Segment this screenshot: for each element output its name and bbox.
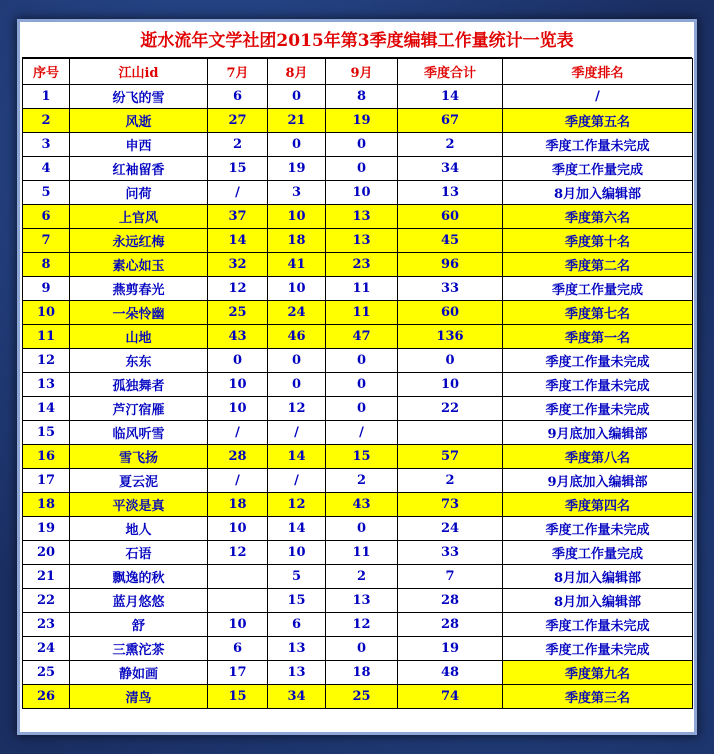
table-row [23, 373, 693, 397]
table-row [23, 469, 693, 493]
row-jul: 18 [208, 493, 268, 517]
row-id: 孤独舞者 [70, 373, 208, 397]
row-total: 34 [398, 157, 503, 181]
row-no: 5 [23, 181, 70, 205]
row-id: 平淡是真 [70, 493, 208, 517]
table-row [23, 685, 693, 709]
row-jul: 12 [208, 541, 268, 565]
row-sep: 13 [326, 589, 398, 613]
row-jul: 0 [208, 349, 268, 373]
header-sep: 9月 [326, 59, 398, 85]
row-id: 上官风 [70, 205, 208, 229]
row-no: 10 [23, 301, 70, 325]
row-sep: 0 [326, 373, 398, 397]
row-total: 2 [398, 469, 503, 493]
row-sep: 8 [326, 85, 398, 109]
row-rank: 9月底加入编辑部 [503, 421, 693, 445]
row-rank: 季度第九名 [503, 661, 693, 685]
row-sep: 11 [326, 277, 398, 301]
row-sep: 0 [326, 637, 398, 661]
row-aug: 41 [268, 253, 326, 277]
row-total: 33 [398, 277, 503, 301]
row-id: 素心如玉 [70, 253, 208, 277]
row-jul: 15 [208, 157, 268, 181]
row-id: 石语 [70, 541, 208, 565]
row-id: 临风听雪 [70, 421, 208, 445]
row-no: 4 [23, 157, 70, 181]
row-id: 一朵怜幽 [70, 301, 208, 325]
row-jul: 37 [208, 205, 268, 229]
row-rank: 8月加入编辑部 [503, 589, 693, 613]
row-aug: 13 [268, 661, 326, 685]
row-sep: 13 [326, 205, 398, 229]
table-row [23, 325, 693, 349]
row-id: 问荷 [70, 181, 208, 205]
page-title: 逝水流年文学社团2015年第3季度编辑工作量统计一览表 [22, 24, 692, 58]
row-no: 14 [23, 397, 70, 421]
table-row [23, 397, 693, 421]
row-sep: 25 [326, 685, 398, 709]
row-sep: 47 [326, 325, 398, 349]
row-id: 蓝月悠悠 [70, 589, 208, 613]
row-aug: 46 [268, 325, 326, 349]
table-row [23, 637, 693, 661]
row-aug: 21 [268, 109, 326, 133]
row-no: 20 [23, 541, 70, 565]
row-no: 7 [23, 229, 70, 253]
row-sep: 0 [326, 133, 398, 157]
row-rank: 季度第五名 [503, 109, 693, 133]
header-id: 江山id [70, 59, 208, 85]
row-id: 风逝 [70, 109, 208, 133]
row-total: 45 [398, 229, 503, 253]
row-total: 48 [398, 661, 503, 685]
header-aug: 8月 [268, 59, 326, 85]
row-no: 17 [23, 469, 70, 493]
row-id: 夏云泥 [70, 469, 208, 493]
row-id: 纷飞的雪 [70, 85, 208, 109]
row-no: 3 [23, 133, 70, 157]
row-aug: 14 [268, 517, 326, 541]
row-sep: 0 [326, 349, 398, 373]
row-total: 96 [398, 253, 503, 277]
table-row [23, 157, 693, 181]
row-total: 22 [398, 397, 503, 421]
table-row [23, 349, 693, 373]
row-id: 清鸟 [70, 685, 208, 709]
table-row [23, 517, 693, 541]
row-no: 23 [23, 613, 70, 637]
row-sep: 11 [326, 541, 398, 565]
row-rank: 季度第二名 [503, 253, 693, 277]
row-no: 6 [23, 205, 70, 229]
row-aug: 12 [268, 493, 326, 517]
row-total: 28 [398, 589, 503, 613]
header-rank: 季度排名 [503, 59, 693, 85]
row-rank: 季度工作量完成 [503, 541, 693, 565]
row-aug: 5 [268, 565, 326, 589]
table-row [23, 253, 693, 277]
row-id: 永远红梅 [70, 229, 208, 253]
row-sep: 18 [326, 661, 398, 685]
row-id: 芦汀宿雁 [70, 397, 208, 421]
row-total: 2 [398, 133, 503, 157]
row-rank: 季度工作量未完成 [503, 133, 693, 157]
row-sep: 12 [326, 613, 398, 637]
row-aug: / [268, 421, 326, 445]
table-row [23, 565, 693, 589]
row-aug: 6 [268, 613, 326, 637]
row-rank: 9月底加入编辑部 [503, 469, 693, 493]
row-no: 16 [23, 445, 70, 469]
table-row [23, 493, 693, 517]
row-no: 15 [23, 421, 70, 445]
row-aug: 0 [268, 349, 326, 373]
table-row [23, 85, 693, 109]
row-total: 136 [398, 325, 503, 349]
row-total [398, 421, 503, 445]
table-row [23, 301, 693, 325]
row-sep: 23 [326, 253, 398, 277]
row-aug: 15 [268, 589, 326, 613]
row-jul: 10 [208, 613, 268, 637]
row-total: 60 [398, 301, 503, 325]
row-aug: 34 [268, 685, 326, 709]
row-rank: 季度工作量未完成 [503, 349, 693, 373]
table-row [23, 661, 693, 685]
row-id: 地人 [70, 517, 208, 541]
row-id: 山地 [70, 325, 208, 349]
row-rank: 8月加入编辑部 [503, 565, 693, 589]
row-jul: 2 [208, 133, 268, 157]
row-rank: 季度工作量未完成 [503, 517, 693, 541]
table-row [23, 421, 693, 445]
row-aug: 18 [268, 229, 326, 253]
row-id: 舒 [70, 613, 208, 637]
row-no: 21 [23, 565, 70, 589]
row-jul: 12 [208, 277, 268, 301]
row-rank: 季度第一名 [503, 325, 693, 349]
row-total: 19 [398, 637, 503, 661]
row-sep: 13 [326, 229, 398, 253]
row-jul: 43 [208, 325, 268, 349]
table-row [23, 277, 693, 301]
table-row [23, 133, 693, 157]
table-row [23, 181, 693, 205]
row-no: 24 [23, 637, 70, 661]
row-aug: 0 [268, 133, 326, 157]
row-jul: / [208, 469, 268, 493]
row-id: 雪飞扬 [70, 445, 208, 469]
row-aug: 13 [268, 637, 326, 661]
row-jul: / [208, 421, 268, 445]
row-rank: 季度第六名 [503, 205, 693, 229]
row-sep: 2 [326, 469, 398, 493]
row-rank: 季度第十名 [503, 229, 693, 253]
stats-sheet [20, 22, 694, 732]
row-aug: 19 [268, 157, 326, 181]
row-no: 9 [23, 277, 70, 301]
row-jul: 25 [208, 301, 268, 325]
row-rank: 季度第四名 [503, 493, 693, 517]
header-total: 季度合计 [398, 59, 503, 85]
row-no: 1 [23, 85, 70, 109]
header-row [23, 59, 693, 85]
row-total: 24 [398, 517, 503, 541]
row-total: 10 [398, 373, 503, 397]
row-jul: 6 [208, 637, 268, 661]
row-jul: 28 [208, 445, 268, 469]
row-rank: 季度第八名 [503, 445, 693, 469]
row-rank: 季度工作量未完成 [503, 613, 693, 637]
row-sep: 2 [326, 565, 398, 589]
row-jul: 15 [208, 685, 268, 709]
row-jul: 32 [208, 253, 268, 277]
row-sep: 11 [326, 301, 398, 325]
row-jul [208, 565, 268, 589]
header-jul: 7月 [208, 59, 268, 85]
header-no: 序号 [23, 59, 70, 85]
table-row [23, 613, 693, 637]
row-total: 57 [398, 445, 503, 469]
row-sep: 0 [326, 517, 398, 541]
row-total: 13 [398, 181, 503, 205]
row-total: 14 [398, 85, 503, 109]
row-rank: 季度工作量完成 [503, 157, 693, 181]
row-id: 燕剪春光 [70, 277, 208, 301]
row-rank: 季度工作量完成 [503, 277, 693, 301]
table-row [23, 541, 693, 565]
row-aug: 24 [268, 301, 326, 325]
table-row [23, 205, 693, 229]
table-row [23, 109, 693, 133]
row-total: 67 [398, 109, 503, 133]
row-jul [208, 589, 268, 613]
row-sep: / [326, 421, 398, 445]
row-jul: 17 [208, 661, 268, 685]
row-no: 22 [23, 589, 70, 613]
row-no: 12 [23, 349, 70, 373]
row-id: 东东 [70, 349, 208, 373]
row-total: 28 [398, 613, 503, 637]
row-no: 11 [23, 325, 70, 349]
row-rank: 季度第三名 [503, 685, 693, 709]
row-rank: 季度第七名 [503, 301, 693, 325]
row-id: 飘逸的秋 [70, 565, 208, 589]
stats-table [22, 58, 693, 709]
row-sep: 0 [326, 397, 398, 421]
row-jul: 10 [208, 517, 268, 541]
row-no: 2 [23, 109, 70, 133]
row-sep: 43 [326, 493, 398, 517]
row-jul: 27 [208, 109, 268, 133]
row-aug: 10 [268, 277, 326, 301]
row-jul: 10 [208, 397, 268, 421]
row-aug: 0 [268, 373, 326, 397]
row-jul: 10 [208, 373, 268, 397]
row-sep: 15 [326, 445, 398, 469]
row-rank: / [503, 85, 693, 109]
row-rank: 8月加入编辑部 [503, 181, 693, 205]
row-total: 7 [398, 565, 503, 589]
row-sep: 10 [326, 181, 398, 205]
row-sep: 0 [326, 157, 398, 181]
row-total: 33 [398, 541, 503, 565]
row-sep: 19 [326, 109, 398, 133]
row-no: 18 [23, 493, 70, 517]
row-aug: 3 [268, 181, 326, 205]
row-id: 三熏沱茶 [70, 637, 208, 661]
row-no: 25 [23, 661, 70, 685]
row-aug: / [268, 469, 326, 493]
row-aug: 10 [268, 541, 326, 565]
row-id: 静如画 [70, 661, 208, 685]
row-no: 26 [23, 685, 70, 709]
row-no: 8 [23, 253, 70, 277]
row-rank: 季度工作量未完成 [503, 373, 693, 397]
row-no: 19 [23, 517, 70, 541]
row-no: 13 [23, 373, 70, 397]
row-jul: / [208, 181, 268, 205]
row-aug: 14 [268, 445, 326, 469]
row-total: 0 [398, 349, 503, 373]
row-aug: 12 [268, 397, 326, 421]
row-id: 红袖留香 [70, 157, 208, 181]
row-jul: 6 [208, 85, 268, 109]
table-row [23, 445, 693, 469]
row-aug: 10 [268, 205, 326, 229]
row-rank: 季度工作量未完成 [503, 637, 693, 661]
row-total: 74 [398, 685, 503, 709]
table-row [23, 229, 693, 253]
row-id: 申西 [70, 133, 208, 157]
row-total: 73 [398, 493, 503, 517]
row-rank: 季度工作量未完成 [503, 397, 693, 421]
table-row [23, 589, 693, 613]
row-total: 60 [398, 205, 503, 229]
row-jul: 14 [208, 229, 268, 253]
row-aug: 0 [268, 85, 326, 109]
